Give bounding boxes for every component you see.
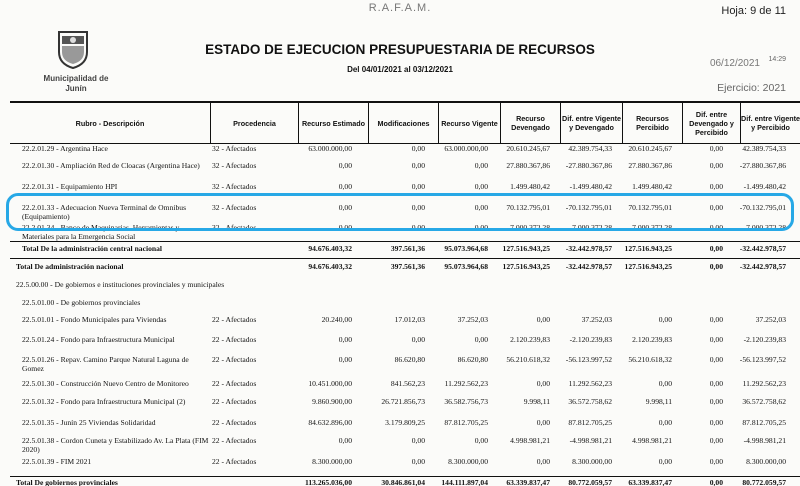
col-devengado: Recurso Devengado <box>500 103 560 143</box>
cell-estimado: 9.860.900,00 <box>312 397 352 406</box>
cell-vigente: 8.300.000,00 <box>448 457 488 466</box>
cell-devengado: 20.610.245,67 <box>506 144 550 153</box>
cell-modificaciones: 0,00 <box>411 223 425 232</box>
col-vigente: Recurso Vigente <box>438 103 500 143</box>
cell-modificaciones: 841.562,23 <box>390 379 425 388</box>
cell-vigente: 0,00 <box>474 203 488 212</box>
cell-dif-vig-per: 11.292.562,23 <box>742 379 786 388</box>
row-description: 22.5.01.35 - Junín 25 Viviendas Solidaridad <box>22 418 156 427</box>
cell-dif-vig-dev: -56.123.997,52 <box>565 355 612 364</box>
cell-percibido: 4.998.981,21 <box>632 436 672 445</box>
report-title: ESTADO DE EJECUCION PRESUPUESTARIA DE RECURSOS <box>205 42 595 57</box>
cell-modificaciones: 0,00 <box>411 335 425 344</box>
cell-dif-vig-per: 42.389.754,33 <box>742 144 786 153</box>
row-procedencia: 22 - Afectados <box>212 355 257 364</box>
cell-modificaciones: 0,00 <box>411 161 425 170</box>
cell-dif-vig-dev: 87.812.705,25 <box>568 418 612 427</box>
cell-modificaciones: 397.561,36 <box>390 262 425 271</box>
divider <box>10 241 800 242</box>
cell-devengado: 2.120.239,83 <box>510 335 550 344</box>
cell-modificaciones: 17.012,03 <box>394 315 425 324</box>
cell-estimado: 84.632.896,00 <box>308 418 352 427</box>
row-procedencia: 22 - Afectados <box>212 379 257 388</box>
cell-dif-vig-dev: 37.252,03 <box>581 315 612 324</box>
cell-devengado: 0,00 <box>536 379 550 388</box>
cell-modificaciones: 0,00 <box>411 203 425 212</box>
row-procedencia: 32 - Afectados <box>212 223 257 232</box>
col-estimado: Recurso Estimado <box>298 103 368 143</box>
cell-devengado: 0,00 <box>536 315 550 324</box>
cell-estimado: 0,00 <box>338 335 352 344</box>
cell-estimado: 0,00 <box>338 203 352 212</box>
cell-modificaciones: 397.561,36 <box>390 244 425 253</box>
cell-percibido: 0,00 <box>658 315 672 324</box>
cell-dif-vig-dev: -7.000.372,28 <box>569 223 612 232</box>
cell-modificaciones: 30.846.861,04 <box>381 478 425 486</box>
row-description: 22.2.01.31 - Equipamiento HPI <box>22 182 118 191</box>
fiscal-year-label: Ejercicio: <box>717 82 760 94</box>
row-description: 22.2.01.30 - Ampliación Red de Cloacas (Argentina Hace) <box>22 161 200 170</box>
row-procedencia: 22 - Afectados <box>212 315 257 324</box>
cell-dif-dev-per: 0,00 <box>709 436 723 445</box>
cell-devengado: 9.998,11 <box>523 397 550 406</box>
fiscal-year-value: 2021 <box>762 82 786 94</box>
divider <box>10 476 800 477</box>
row-description: 22.5.01.32 - Fondo para Infraestructura Municipal (2) <box>22 397 186 406</box>
cell-dif-vig-per: -56.123.997,52 <box>739 355 786 364</box>
report-period: Del 04/01/2021 al 03/12/2021 <box>347 65 453 74</box>
row-procedencia: 22 - Afectados <box>212 335 257 344</box>
system-name: R.A.F.A.M. <box>368 2 432 14</box>
cell-dif-dev-per: 0,00 <box>709 397 723 406</box>
col-percibido: Recursos Percibido <box>622 103 682 143</box>
cell-percibido: 7.000.372,28 <box>632 223 672 232</box>
cell-vigente: 95.073.964,68 <box>444 244 488 253</box>
cell-dif-vig-per: 8.300.000,00 <box>746 457 786 466</box>
cell-vigente: 144.111.897,04 <box>441 478 488 486</box>
row-description: 22.5.00.00 - De gobiernos e instituciones provinciales y municipales <box>16 280 225 289</box>
col-dif-vig-dev: Dif. entre Vigente y Devengado <box>560 103 622 143</box>
cell-vigente: 0,00 <box>474 161 488 170</box>
cell-modificaciones: 3.179.809,25 <box>385 418 425 427</box>
row-procedencia: 22 - Afectados <box>212 418 257 427</box>
cell-devengado: 63.339.837,47 <box>506 478 550 486</box>
report-date: 06/12/2021 <box>709 58 760 69</box>
cell-vigente: 87.812.705,25 <box>444 418 488 427</box>
row-description: 22.5.01.00 - De gobiernos provinciales <box>22 298 141 307</box>
cell-dif-dev-per: 0,00 <box>709 418 723 427</box>
cell-dif-vig-dev: 36.572.758,62 <box>568 397 612 406</box>
col-procedencia: Procedencia <box>210 103 298 143</box>
cell-dif-dev-per: 0,00 <box>709 182 723 191</box>
row-description: 22.5.01.38 - Cordon Cuneta y Estabilizado Av. La Plata (FIM 2020) <box>22 436 209 454</box>
cell-percibido: 2.120.239,83 <box>632 335 672 344</box>
col-dif-dev-per: Dif. entre Devengado y Percibido <box>682 103 740 143</box>
cell-percibido: 127.516.943,25 <box>624 262 672 271</box>
col-rubro: Rubro - Descripción <box>75 118 145 128</box>
divider <box>10 258 800 259</box>
cell-devengado: 56.210.618,32 <box>506 355 550 364</box>
cell-estimado: 10.451.000,00 <box>308 379 352 388</box>
cell-dif-dev-per: 0,00 <box>709 161 723 170</box>
row-description: 22.5.01.24 - Fondo para Infraestructura Municipal <box>22 335 175 344</box>
cell-dif-vig-dev: -27.880.367,86 <box>565 161 612 170</box>
cell-vigente: 95.073.964,68 <box>444 262 488 271</box>
cell-modificaciones: 0,00 <box>411 436 425 445</box>
highlight-annotation <box>6 193 794 231</box>
cell-dif-vig-dev: -4.998.981,21 <box>569 436 612 445</box>
row-procedencia: 32 - Afectados <box>212 144 257 153</box>
cell-estimado: 0,00 <box>338 355 352 364</box>
cell-dif-vig-per: 87.812.705,25 <box>742 418 786 427</box>
cell-percibido: 0,00 <box>658 457 672 466</box>
cell-vigente: 0,00 <box>474 182 488 191</box>
cell-dif-vig-per: -1.499.480,42 <box>743 182 786 191</box>
cell-dif-vig-dev: -1.499.480,42 <box>569 182 612 191</box>
cell-percibido: 63.339.837,47 <box>628 478 672 486</box>
cell-devengado: 7.000.372,28 <box>510 223 550 232</box>
cell-dif-dev-per: 0,00 <box>709 335 723 344</box>
col-dif-vig-per: Dif. entre Vigente y Percibido <box>740 103 800 143</box>
cell-devengado: 27.880.367,86 <box>506 161 550 170</box>
cell-vigente: 0,00 <box>474 335 488 344</box>
cell-dif-vig-dev: 42.389.754,33 <box>568 144 612 153</box>
cell-estimado: 94.676.403,32 <box>308 262 352 271</box>
cell-estimado: 0,00 <box>338 161 352 170</box>
cell-modificaciones: 0,00 <box>411 144 425 153</box>
cell-modificaciones: 26.721.856,73 <box>381 397 425 406</box>
page-number: Hoja: 9 de 11 <box>721 5 786 17</box>
cell-dif-vig-per: 80.772.059,57 <box>742 478 786 486</box>
cell-vigente: 36.582.756,73 <box>444 397 488 406</box>
cell-dif-vig-per: -32.442.978,57 <box>739 244 786 253</box>
row-description: 22.5.01.01 - Fondo Municipales para Viviendas <box>22 315 167 324</box>
row-procedencia: 22 - Afectados <box>212 457 257 466</box>
row-procedencia: 32 - Afectados <box>212 161 257 170</box>
cell-modificaciones: 0,00 <box>411 182 425 191</box>
cell-dif-vig-dev: -32.442.978,57 <box>565 244 612 253</box>
cell-dif-dev-per: 0,00 <box>709 223 723 232</box>
cell-modificaciones: 0,00 <box>411 457 425 466</box>
cell-estimado: 8.300.000,00 <box>312 457 352 466</box>
cell-dif-vig-per: 36.572.758,62 <box>742 397 786 406</box>
row-description: 22.2.01.29 - Argentina Hace <box>22 144 108 153</box>
row-description: 22.2.01.34 - Banco de Maquinarias, Herramientas y Materiales para la Emergencia Social <box>22 223 180 241</box>
cell-estimado: 113.265.036,00 <box>304 478 352 486</box>
cell-dif-vig-per: -2.120.239,83 <box>743 335 786 344</box>
col-modificaciones: Modificaciones <box>368 103 438 143</box>
cell-vigente: 11.292.562,23 <box>444 379 488 388</box>
cell-vigente: 0,00 <box>474 223 488 232</box>
cell-estimado: 0,00 <box>338 223 352 232</box>
row-procedencia: 32 - Afectados <box>212 203 257 212</box>
row-description: Total De gobiernos provinciales <box>16 478 118 486</box>
cell-dif-vig-per: -32.442.978,57 <box>739 262 786 271</box>
cell-percibido: 0,00 <box>658 418 672 427</box>
cell-dif-dev-per: 0,00 <box>709 478 723 486</box>
cell-percibido: 70.132.795,01 <box>628 203 672 212</box>
cell-dif-vig-per: -27.880.367,86 <box>739 161 786 170</box>
row-description: 22.2.01.33 - Adecuacion Nueva Terminal de Omnibus (Equipamiento) <box>22 203 187 221</box>
cell-dif-dev-per: 0,00 <box>709 355 723 364</box>
cell-dif-vig-dev: 11.292.562,23 <box>568 379 612 388</box>
row-description: Total De administración nacional <box>16 262 124 271</box>
row-procedencia: 32 - Afectados <box>212 182 257 191</box>
cell-dif-vig-per: -4.998.981,21 <box>743 436 786 445</box>
cell-estimado: 0,00 <box>338 436 352 445</box>
cell-devengado: 0,00 <box>536 457 550 466</box>
cell-devengado: 1.499.480,42 <box>510 182 550 191</box>
cell-dif-dev-per: 0,00 <box>709 262 723 271</box>
cell-percibido: 1.499.480,42 <box>632 182 672 191</box>
cell-dif-vig-dev: 80.772.059,57 <box>568 478 612 486</box>
row-description: 22.5.01.26 - Repav. Camino Parque Natural Laguna de Gomez <box>22 355 189 373</box>
cell-dif-dev-per: 0,00 <box>709 379 723 388</box>
fiscal-year <box>717 82 786 94</box>
cell-modificaciones: 86.620,80 <box>394 355 425 364</box>
cell-vigente: 86.620,80 <box>457 355 488 364</box>
cell-dif-dev-per: 0,00 <box>709 203 723 212</box>
cell-dif-dev-per: 0,00 <box>709 144 723 153</box>
cell-vigente: 0,00 <box>474 436 488 445</box>
cell-dif-vig-dev: -2.120.239,83 <box>569 335 612 344</box>
cell-dif-vig-per: -70.132.795,01 <box>739 203 786 212</box>
cell-percibido: 0,00 <box>658 379 672 388</box>
cell-dif-dev-per: 0,00 <box>709 315 723 324</box>
table-header <box>10 101 800 144</box>
cell-estimado: 20.240,00 <box>321 315 352 324</box>
cell-devengado: 127.516.943,25 <box>502 244 550 253</box>
row-procedencia: 22 - Afectados <box>212 436 257 445</box>
cell-percibido: 127.516.943,25 <box>624 244 672 253</box>
row-description: 22.5.01.39 - FIM 2021 <box>22 457 92 466</box>
cell-estimado: 94.676.403,32 <box>308 244 352 253</box>
cell-percibido: 27.880.367,86 <box>628 161 672 170</box>
cell-percibido: 56.210.618,32 <box>628 355 672 364</box>
row-description: 22.5.01.30 - Construcción Nuevo Centro de Monitoreo <box>22 379 189 388</box>
cell-dif-vig-dev: 8.300.000,00 <box>572 457 612 466</box>
cell-devengado: 4.998.981,21 <box>510 436 550 445</box>
cell-vigente: 37.252,03 <box>457 315 488 324</box>
cell-estimado: 63.000.000,00 <box>308 144 352 153</box>
report-time: 14:29 <box>768 56 786 63</box>
cell-estimado: 0,00 <box>338 182 352 191</box>
cell-devengado: 127.516.943,25 <box>502 262 550 271</box>
municipality-name: Municipalidad de Junín <box>43 74 109 93</box>
cell-dif-vig-dev: -70.132.795,01 <box>565 203 612 212</box>
row-description: Total De la administración central nacional <box>22 244 162 253</box>
cell-dif-dev-per: 0,00 <box>709 457 723 466</box>
row-procedencia: 22 - Afectados <box>212 397 257 406</box>
cell-percibido: 20.610.245,67 <box>628 144 672 153</box>
cell-dif-dev-per: 0,00 <box>709 244 723 253</box>
cell-dif-vig-per: 37.252,03 <box>755 315 786 324</box>
cell-devengado: 70.132.795,01 <box>506 203 550 212</box>
cell-percibido: 9.998,11 <box>645 397 672 406</box>
cell-vigente: 63.000.000,00 <box>444 144 488 153</box>
cell-dif-vig-per: -7.000.372,28 <box>743 223 786 232</box>
cell-devengado: 0,00 <box>536 418 550 427</box>
cell-dif-vig-dev: -32.442.978,57 <box>565 262 612 271</box>
